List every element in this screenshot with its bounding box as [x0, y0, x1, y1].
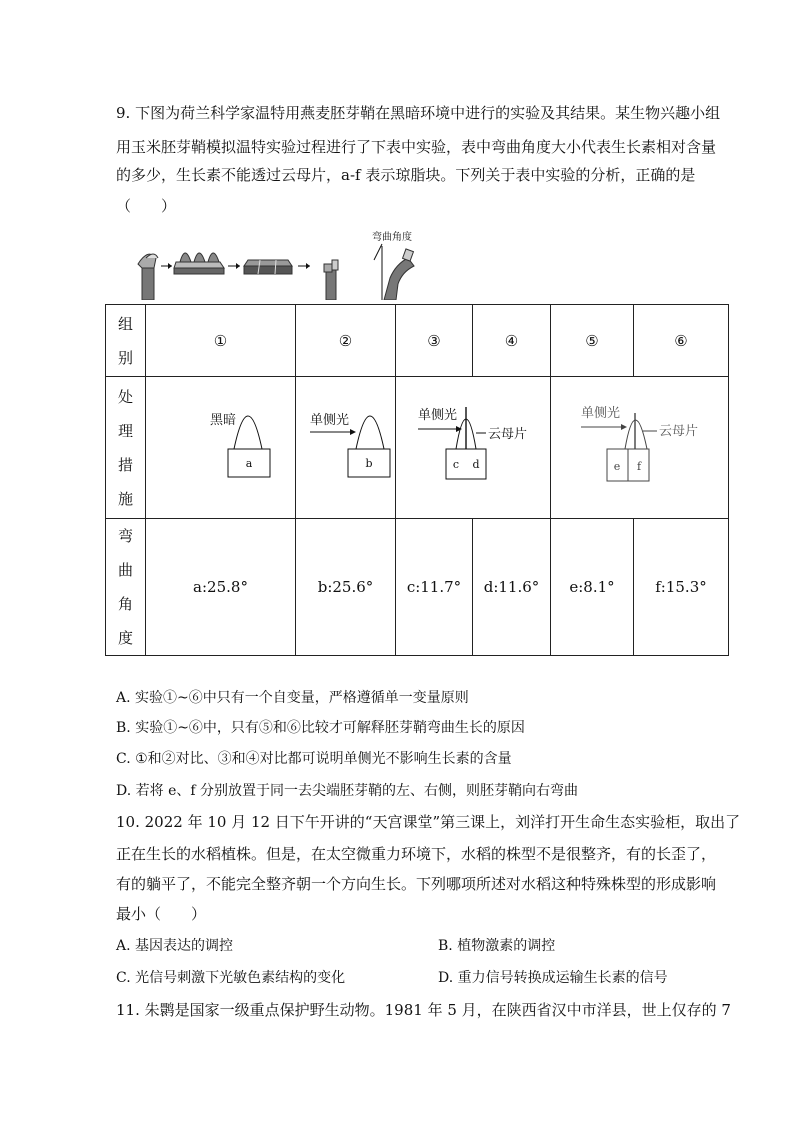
row-header-treatment-text: 处理措施 [118, 387, 134, 508]
tips-on-agar-illustration [174, 253, 224, 274]
treatment-cell-5-6 [551, 377, 729, 519]
treatment-light-diagram [296, 377, 395, 514]
agar-blocks-illustration [244, 260, 292, 274]
treatment-dark-diagram [146, 377, 295, 514]
row-header-angle-text: 弯曲角度 [118, 527, 134, 647]
row-header-treatment [106, 377, 146, 519]
light-label-2: 单侧光 [310, 413, 350, 428]
q10-line-3: 有的躺平了，不能完全整齐朝一个方向生长。下列哪项所述对水稻这种特殊株型的形成影响 [116, 875, 717, 893]
row-header-angle [106, 519, 146, 656]
q10-option-a: A. 基因表达的调控 [116, 938, 234, 954]
coleoptile-tip-illustration [138, 254, 158, 300]
q10-line-1: 10. 2022 年 10 月 12 日下午开讲的“天宫课堂”第三课上，刘洋打开生命生态实验柜，取出了 [116, 813, 741, 831]
block-f-label: f [636, 460, 642, 473]
group-cell-4: ④ [473, 305, 551, 377]
q9-line-4: （ ） [116, 197, 177, 215]
treatment-cell-2 [296, 377, 396, 519]
decapitated-coleoptile-illustration [324, 260, 338, 300]
q9-option-a: A. 实验①~⑥中只有一个自变量，严格遵循单一变量原则 [116, 690, 469, 706]
mica-label-56: 云母片 [659, 424, 699, 439]
group-cell-6: ⑥ [634, 305, 729, 377]
angle-cell-d: d:11.6° [473, 519, 551, 656]
q9-option-c: C. ①和②对比、③和④对比都可说明单侧光不影响生长素的含量 [116, 751, 512, 767]
row-header-group-text: 组别 [118, 314, 134, 367]
q10-line-4: 最小（ ） [116, 905, 207, 923]
block-a-label: a [245, 457, 253, 470]
q10-option-b: B. 植物激素的调控 [438, 938, 556, 954]
q10-option-d: D. 重力信号转换成运输生长素的信号 [438, 970, 668, 986]
angle-cell-f: f:15.3° [634, 519, 729, 656]
q11-line-1: 11. 朱鹮是国家一级重点保护野生动物。1981 年 5 月，在陕西省汉中市洋县，世上仅存的 7 [116, 1001, 731, 1019]
experiment-table [105, 304, 729, 656]
row-header-group [106, 305, 146, 377]
block-e-label: e [613, 460, 621, 473]
treatment-cell-1 [146, 377, 296, 519]
q10-line-2: 正在生长的水稻植株。但是，在太空微重力环境下，水稻的株型不是很整齐，有的长歪了， [116, 845, 717, 863]
light-label-34: 单侧光 [418, 408, 458, 423]
group-cell-1: ① [146, 305, 296, 377]
light-label-56: 单侧光 [581, 406, 621, 421]
mica-label-34: 云母片 [488, 427, 528, 442]
angle-cell-b: b:25.6° [296, 519, 396, 656]
angle-cell-a: a:25.8° [146, 519, 296, 656]
q9-line-1: 9. 下图为荷兰科学家温特用燕麦胚芽鞘在黑暗环境中进行的实验及其结果。某生物兴趣小组 [116, 104, 721, 122]
group-cell-5: ⑤ [551, 305, 634, 377]
group-cell-2: ② [296, 305, 396, 377]
block-b-label: b [365, 457, 373, 470]
angle-cell-c: c:11.7° [396, 519, 473, 656]
bent-coleoptile-illustration [372, 230, 414, 300]
treatment-light-mica-diagram-ef [551, 377, 728, 514]
bending-angle-label: 弯曲角度 [372, 232, 412, 243]
q9-option-d: D. 若将 e、f 分别放置于同一去尖端胚芽鞘的左、右侧，则胚芽鞘向右弯曲 [116, 783, 578, 799]
group-cell-3: ③ [396, 305, 473, 377]
went-experiment-figure [134, 228, 424, 300]
angle-cell-e: e:8.1° [551, 519, 634, 656]
block-c-label: c [452, 458, 460, 471]
q10-option-c: C. 光信号刺激下光敏色素结构的变化 [116, 970, 346, 986]
treatment-light-mica-diagram-cd [396, 377, 550, 514]
treatment-cell-3-4 [396, 377, 551, 519]
q9-line-2: 用玉米胚芽鞘模拟温特实验过程进行了下表中实验，表中弯曲角度大小代表生长素相对含量 [116, 138, 717, 156]
dark-label: 黑暗 [210, 413, 237, 428]
q9-option-b: B. 实验①~⑥中，只有⑤和⑥比较才可解释胚芽鞘弯曲生长的原因 [116, 720, 525, 736]
q9-line-3: 的多少，生长素不能透过云母片，a-f 表示琼脂块。下列关于表中实验的分析，正确的是 [116, 166, 696, 184]
block-d-label: d [472, 458, 480, 471]
